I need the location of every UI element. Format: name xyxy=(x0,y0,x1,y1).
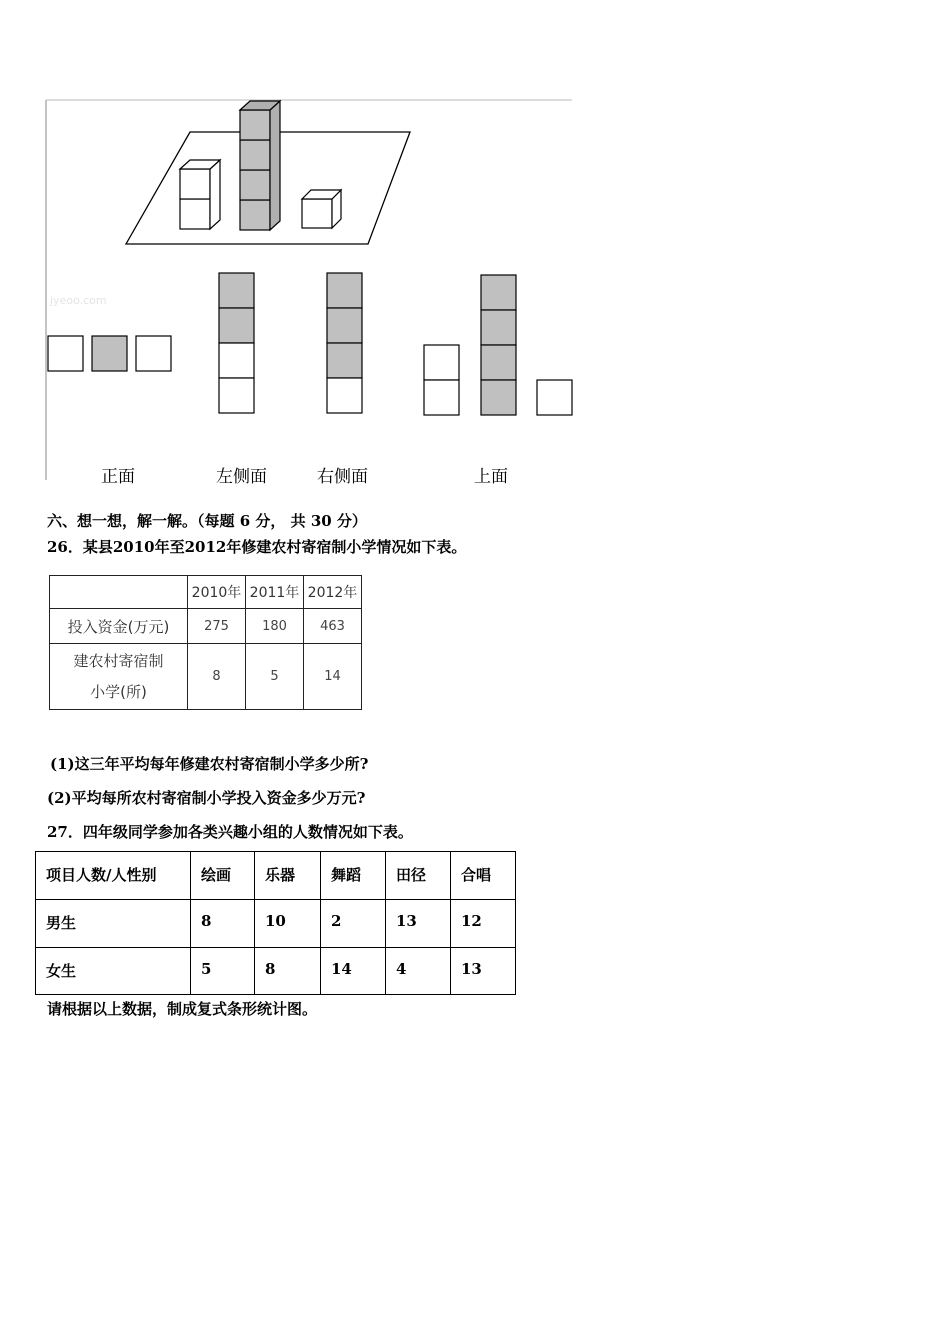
q26-cell: 5 xyxy=(246,644,304,710)
right-cube xyxy=(302,190,341,228)
q27-cell: 13 xyxy=(386,900,451,948)
q27-header-cell: 项目人数/人性别 xyxy=(36,852,191,900)
front-view xyxy=(48,336,171,371)
q26-header-cell: 2012年 xyxy=(304,576,362,609)
q26-row-label-line2: 小学(所) xyxy=(90,682,147,701)
q27-row-label: 女生 xyxy=(36,948,191,995)
q27-header-cell: 乐器 xyxy=(255,852,321,900)
cube-views-figure xyxy=(40,98,580,488)
label-left-side-view: 左侧面 xyxy=(216,467,267,487)
q27-cell: 14 xyxy=(321,948,386,995)
q26-row-schools xyxy=(50,644,362,710)
q27-cell: 5 xyxy=(191,948,255,995)
q26-cell: 180 xyxy=(246,609,304,644)
q27-cell: 10 xyxy=(255,900,321,948)
q27-header-row xyxy=(36,852,516,900)
q27-row-boys xyxy=(36,900,516,948)
q26-row-funds xyxy=(50,609,362,644)
q27-cell: 12 xyxy=(451,900,516,948)
q27-header-cell: 田径 xyxy=(386,852,451,900)
q27-instruction: 请根据以上数据，制成复式条形统计图。 xyxy=(47,1000,318,1018)
q26-cell: 14 xyxy=(304,644,362,710)
label-top-view: 上面 xyxy=(474,467,508,487)
q26-cell: 8 xyxy=(188,644,246,710)
q27-prompt: 27．四年级同学参加各类兴趣小组的人数情况如下表。 xyxy=(47,823,413,841)
q27-cell: 8 xyxy=(191,900,255,948)
q26-cell: 275 xyxy=(188,609,246,644)
q27-header-cell: 绘画 xyxy=(191,852,255,900)
left-side-view xyxy=(219,273,254,413)
right-side-view xyxy=(327,273,362,413)
top-view xyxy=(424,275,572,415)
label-right-side-view: 右侧面 xyxy=(317,467,368,487)
q27-cell: 8 xyxy=(255,948,321,995)
q27-row-girls xyxy=(36,948,516,995)
q26-row-label-line1: 建农村寄宿制 xyxy=(73,651,164,670)
q27-cell: 4 xyxy=(386,948,451,995)
q26-row-label: 投入资金(万元) xyxy=(50,609,188,644)
q26-cell: 463 xyxy=(304,609,362,644)
q26-row-label xyxy=(50,644,188,710)
q27-cell: 13 xyxy=(451,948,516,995)
q26-header-cell: 2010年 xyxy=(188,576,246,609)
q26-header-cell: 2011年 xyxy=(246,576,304,609)
q27-table xyxy=(35,851,516,995)
q26-header-cell xyxy=(50,576,188,609)
q27-header-cell: 合唱 xyxy=(451,852,516,900)
watermark-text: jyeoo.com xyxy=(50,294,107,307)
q27-row-label: 男生 xyxy=(36,900,191,948)
section-six-heading: 六、想一想，解一解。（每题 6 分， 共 30 分） xyxy=(47,512,367,530)
q26-table xyxy=(49,575,362,710)
cube-figure-svg xyxy=(40,98,580,488)
middle-cube-stack xyxy=(240,101,280,230)
q26-sub-question-1: (1)这三年平均每年修建农村寄宿制小学多少所? xyxy=(50,755,369,773)
label-front-view: 正面 xyxy=(101,467,135,487)
q27-header-cell: 舞蹈 xyxy=(321,852,386,900)
q26-sub-question-2: (2)平均每所农村寄宿制小学投入资金多少万元? xyxy=(47,789,366,807)
q27-cell: 2 xyxy=(321,900,386,948)
q26-prompt: 26．某县2010年至2012年修建农村寄宿制小学情况如下表。 xyxy=(47,538,467,556)
q26-header-row xyxy=(50,576,362,609)
left-cube-stack xyxy=(180,160,220,229)
